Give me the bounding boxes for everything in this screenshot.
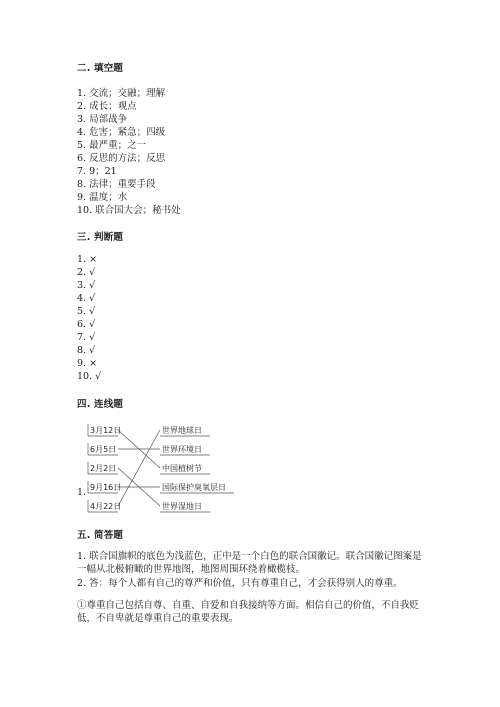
true-false-item: 10. √ bbox=[77, 371, 102, 382]
section-title-short-answer: 五. 简答题 bbox=[77, 530, 124, 541]
fill-blank-item: 4. 危害；紧急；四级 bbox=[77, 127, 166, 138]
left-item: 2月2日 bbox=[90, 464, 117, 473]
svg-text:世界湿地日 bbox=[162, 501, 202, 511]
svg-text:6月5日 bbox=[90, 445, 116, 454]
svg-text:9月16日 bbox=[90, 483, 121, 492]
section-title-fill-blank: 二. 填空题 bbox=[77, 63, 124, 74]
left-item: 3月12日 bbox=[90, 426, 122, 435]
fill-blank-item: 7. 9；21 bbox=[77, 166, 117, 177]
svg-text:世界环境日 bbox=[162, 444, 202, 454]
left-item: 4月22日 bbox=[90, 502, 122, 511]
svg-text:世界地球日 bbox=[162, 425, 202, 435]
right-item: 世界地球日 bbox=[162, 426, 202, 435]
section-title-matching: 四. 连线题 bbox=[77, 399, 124, 410]
short-answer-1: 1. 联合国旗帜的底色为浅蓝色，正中是一个白色的联合国徽记。联合国徽记图案是一幅从北极俯瞰的世界地图，地图周围环绕着橄榄枝。 bbox=[77, 551, 422, 575]
svg-text:中国植树节 bbox=[162, 463, 202, 473]
left-item: 6月5日 bbox=[90, 445, 117, 454]
short-answer-2: 2. 答：每个人都有自己的尊严和价值，只有尊重自己，才会获得别人的尊重。 bbox=[77, 578, 403, 589]
true-false-item: 9. × bbox=[77, 358, 98, 369]
right-item: 世界湿地日 bbox=[162, 502, 202, 511]
true-false-item: 2. √ bbox=[77, 267, 96, 278]
fill-blank-item: 9. 温度；水 bbox=[77, 192, 128, 203]
fill-blank-item: 1. 交流；交融；理解 bbox=[77, 88, 166, 99]
true-false-item: 7. √ bbox=[77, 332, 96, 343]
true-false-item: 6. √ bbox=[77, 319, 96, 330]
true-false-item: 4. √ bbox=[77, 293, 96, 304]
fill-blank-item: 3. 局部战争 bbox=[77, 114, 128, 125]
matching-question-number: 1. bbox=[77, 487, 87, 498]
section-title-true-false: 三. 判断题 bbox=[77, 232, 124, 243]
match-line bbox=[118, 430, 160, 506]
right-item: 国际保护臭氧层日 bbox=[162, 483, 226, 492]
svg-text:4月22日 bbox=[90, 502, 121, 511]
true-false-item: 3. √ bbox=[77, 280, 96, 291]
fill-blank-item: 8. 法律；重要手段 bbox=[77, 179, 156, 190]
svg-text:2月2日 bbox=[90, 464, 116, 473]
fill-blank-item: 5. 最严重；之一 bbox=[77, 140, 147, 151]
fill-blank-item: 6. 反思的方法；反思 bbox=[77, 153, 166, 164]
true-false-item: 1. × bbox=[77, 254, 98, 265]
short-answer-3: ①尊重自己包括自尊、自重、自爱和自我接纳等方面。相信自己的价值，不自我贬低，不自卑就是尊重自己的重要表现。 bbox=[77, 600, 420, 624]
right-item: 世界环境日 bbox=[162, 445, 202, 454]
fill-blank-item: 10. 联合国大会；秘书处 bbox=[77, 205, 181, 216]
svg-text:3月12日 bbox=[90, 426, 121, 435]
fill-blank-item: 2. 成长；观点 bbox=[77, 101, 137, 112]
true-false-item: 5. √ bbox=[77, 306, 96, 317]
svg-text:国际保护臭氧层日 bbox=[162, 482, 226, 492]
right-item: 中国植树节 bbox=[162, 464, 202, 473]
left-item: 9月16日 bbox=[90, 483, 122, 492]
true-false-item: 8. √ bbox=[77, 345, 96, 356]
